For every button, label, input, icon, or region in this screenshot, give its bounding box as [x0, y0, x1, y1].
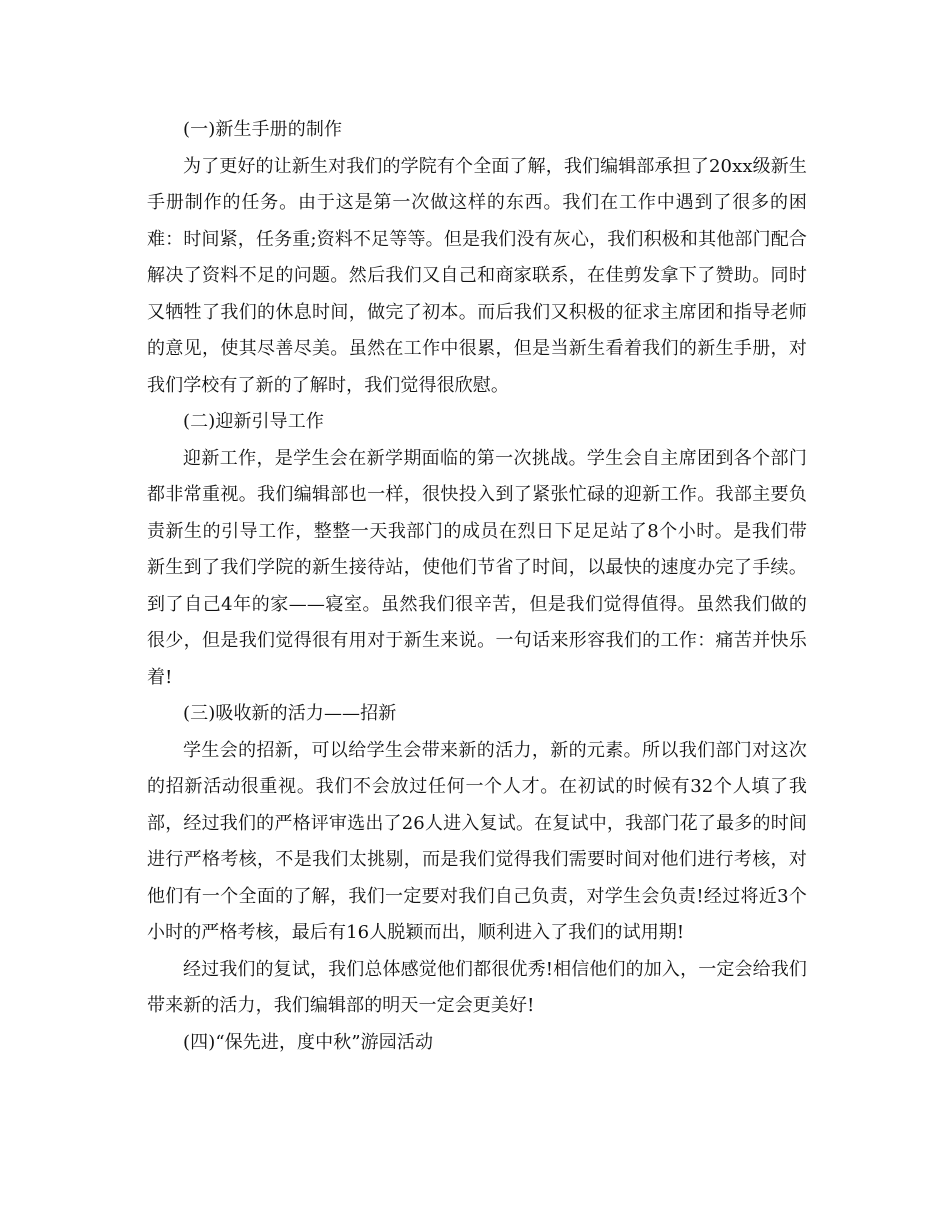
section-3-paragraph-2: 经过我们的复试，我们总体感觉他们都很优秀!相信他们的加入，一定会给我们带来新的活力，我们编辑部的明天一定会更美好!	[147, 958, 807, 1016]
section-heading-4: (四)“保先进，度中秋”游园活动	[183, 1031, 434, 1053]
section-heading-1: (一)新生手册的制作	[183, 119, 343, 140]
section-heading-3: (三)吸收新的活力——招新	[183, 703, 397, 724]
section-1-paragraph-1: 为了更好的让新生对我们的学院有个全面了解，我们编辑部承担了20xx级新生手册制作的任务。由于这是第一次做这样的东西。我们在工作中遇到了很多的困难：时间紧，任务重;资料不足等等。但是我们没有灰心，我们积极和其他部门配合解决了资料不足的问题。然后我们又自己和商家联系，在佳剪发拿下了赞助。同时又牺牲了我们的休息时间，做完了初本。而后我们又积极的征求主席团和指导老师的意见，使其尽善尽美。虽然在工作中很累，但是当新生看着我们的新生手册，对我们学校有了新的了解时，我们觉得很欣慰。	[147, 155, 807, 396]
section-2-paragraph-1: 迎新工作，是学生会在新学期面临的第一次挑战。学生会自主席团到各个部门都非常重视。我们编辑部也一样，很快投入到了紧张忙碌的迎新工作。我部主要负责新生的引导工作，整整一天我部门的成员在烈日下足足站了8个小时。是我们带新生到了我们学院的新生接待站，使他们节省了时间，以最快的速度办完了手续。到了自己4年的家——寝室。虽然我们很辛苦，但是我们觉得值得。虽然我们做的很少，但是我们觉得很有用对于新生来说。一句话来形容我们的工作：痛苦并快乐着!	[147, 447, 807, 688]
document-body	[147, 112, 807, 1061]
section-3-paragraph-1: 学生会的招新，可以给学生会带来新的活力，新的元素。所以我们部门对这次的招新活动很重视。我们不会放过任何一个人才。在初试的时候有32个人填了我部，经过我们的严格评审选出了26人进入复试。在复试中，我部门花了最多的时间进行严格考核，不是我们太挑剔，而是我们觉得我们需要时间对他们进行考核，对他们有一个全面的了解，我们一定要对我们自己负责，对学生会负责!经过将近3个小时的严格考核，最后有16人脱颖而出，顺利进入了我们的试用期!	[147, 739, 807, 943]
section-heading-2: (二)迎新引导工作	[183, 411, 324, 432]
